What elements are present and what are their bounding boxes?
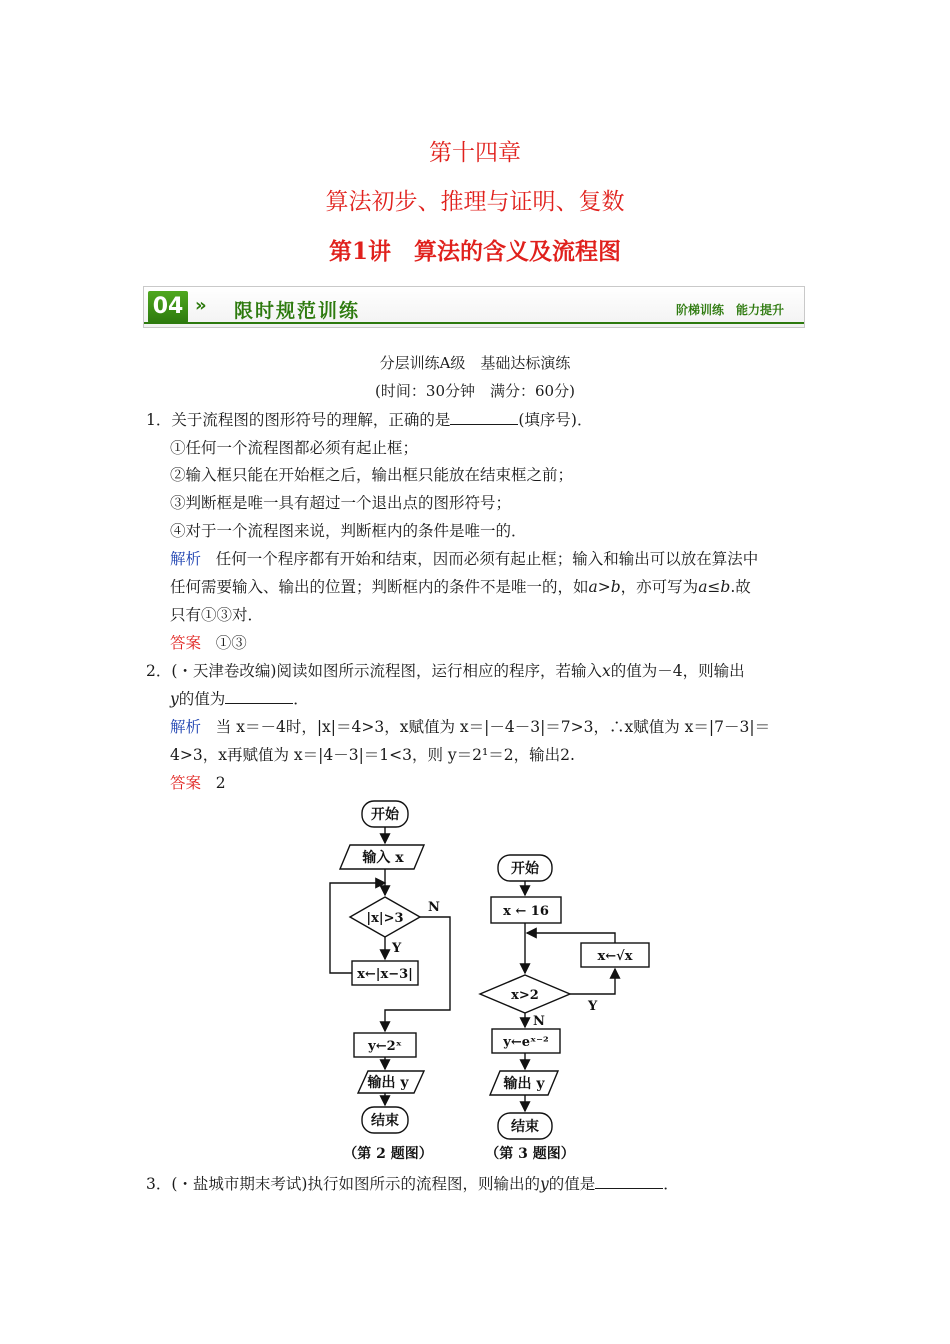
banner-underline: [144, 322, 804, 324]
q1-analysis-ab: a>b: [588, 578, 621, 596]
fig2-y-assign-label: y←2ˣ: [368, 1039, 402, 1054]
q1-analysis-line-1: [170, 547, 758, 569]
fig2-input-label: 输入 x: [362, 850, 404, 866]
q2-analysis-line-2: 4>3，x再赋值为 x＝|4－3|＝1<3，则 y＝2¹＝2，输出2.: [170, 746, 575, 764]
q1-answer: [170, 631, 247, 653]
q1-answer-value: ①③: [215, 634, 247, 652]
fig2-end-label: 结束: [371, 1113, 399, 1129]
banner-arrow-icon: »: [195, 295, 207, 316]
q1-stem-end: (填序号)．: [518, 411, 593, 429]
flowcharts-figure: [300, 795, 660, 1165]
q1-blank: [450, 412, 518, 425]
fig2-caption: （第 2 题图）: [343, 1146, 433, 1162]
fig3-start-label: 开始: [511, 861, 539, 877]
fig2-output-label: 输出 y: [367, 1075, 409, 1091]
q2-stem-y: y: [170, 690, 179, 708]
q2-stem-d: ．: [293, 690, 309, 708]
q3-stem: [146, 1172, 679, 1194]
q2-stem-b: 的值为－4，则输出: [610, 662, 745, 680]
fig3-init-label: x ← 16: [503, 904, 549, 919]
fig3-no-label: N: [533, 1014, 545, 1029]
q1-analysis-label: 解析: [170, 550, 202, 568]
banner-badge: 04: [148, 291, 188, 323]
q1-option-2: ②输入框只能在开始框之后，输出框只能放在结束框之前；: [170, 466, 574, 484]
q1-analysis-text-2b: ，亦可写为: [620, 578, 699, 596]
q2-answer: [170, 771, 226, 793]
fig3-output-label: 输出 y: [503, 1076, 545, 1092]
chapter-title: 第十四章: [429, 140, 521, 166]
q2-stem-line-1: [146, 659, 745, 681]
q2-analysis-text-1: 当 x＝－4时，|x|＝4>3，x赋值为 x＝|－4－3|＝7>3，∴x赋值为 x＝|7－3|＝: [215, 718, 771, 736]
q2-stem-c: 的值为: [178, 690, 226, 708]
level-heading: 分层训练A级 基础达标演练: [379, 354, 571, 372]
q1-answer-label: 答案: [170, 634, 202, 652]
lecture-title: 第1讲 算法的含义及流程图: [328, 238, 621, 265]
q1-analysis-line-2: [170, 575, 751, 597]
q1-analysis-line-3: 只有①③对．: [170, 606, 264, 624]
banner-tagline: 阶梯训练 能力提升: [675, 303, 784, 317]
q2-answer-value: 2: [215, 774, 226, 792]
fig2-yes-label: Y: [392, 941, 402, 956]
q3-blank: [595, 1176, 663, 1189]
q2-analysis-label: 解析: [170, 718, 202, 736]
q2-analysis-line-1: [170, 715, 770, 737]
q1-option-3: ③判断框是唯一具有超过一个退出点的图形符号；: [170, 494, 512, 512]
q1-analysis-aleb: a≤b: [698, 578, 731, 596]
q3-stem-b: 的值是: [548, 1175, 596, 1193]
fig2-cond-label: |x|>3: [366, 911, 404, 926]
fig3-yes-label: Y: [588, 999, 598, 1014]
q2-answer-label: 答案: [170, 774, 202, 792]
fig3-y-assign-label: y←eˣ⁻²: [503, 1035, 549, 1050]
q3-stem-y: y: [539, 1175, 549, 1193]
section-banner: [143, 286, 805, 328]
q2-stem-line-2: [170, 687, 309, 709]
chapter-subtitle: 算法初步、推理与证明、复数: [325, 189, 625, 215]
time-limit: (时间：30分钟 满分：60分): [375, 382, 575, 400]
fig3-cond-label: x>2: [511, 988, 539, 1003]
q1-stem: [146, 408, 592, 430]
banner-title: 限时规范训练: [234, 300, 361, 322]
fig3-caption: （第 3 题图）: [485, 1146, 575, 1162]
fig3-end-label: 结束: [511, 1119, 539, 1135]
fig2-start-label: 开始: [371, 807, 399, 823]
q2-blank: [225, 691, 293, 704]
q1-analysis-text-2d: .故: [730, 578, 751, 596]
fig2-assign-label: x←|x−3|: [357, 967, 413, 982]
q1-analysis-text-1: 任何一个程序都有开始和结束，因而必须有起止框；输入和输出可以放在算法中: [215, 550, 759, 568]
q1-analysis-text-2a: 任何需要输入、输出的位置；判断框内的条件不是唯一的，如: [170, 578, 589, 596]
q1-stem-text: 1．关于流程图的图形符号的理解，正确的是: [146, 411, 451, 429]
q1-option-4: ④对于一个流程图来说，判断框内的条件是唯一的．: [170, 522, 527, 540]
q1-option-1: ①任何一个流程图都必须有起止框；: [170, 439, 419, 457]
q2-stem-x: x: [601, 662, 611, 680]
q3-stem-c: ．: [663, 1175, 679, 1193]
fig2-no-label: N: [428, 900, 440, 915]
fig3-sqrt-label: x←√x: [597, 949, 633, 964]
q2-stem-a: 2．(・天津卷改编)阅读如图所示流程图，运行相应的程序，若输入: [146, 662, 602, 680]
q3-stem-a: 3．(・盐城市期末考试)执行如图所示的流程图，则输出的: [146, 1175, 540, 1193]
